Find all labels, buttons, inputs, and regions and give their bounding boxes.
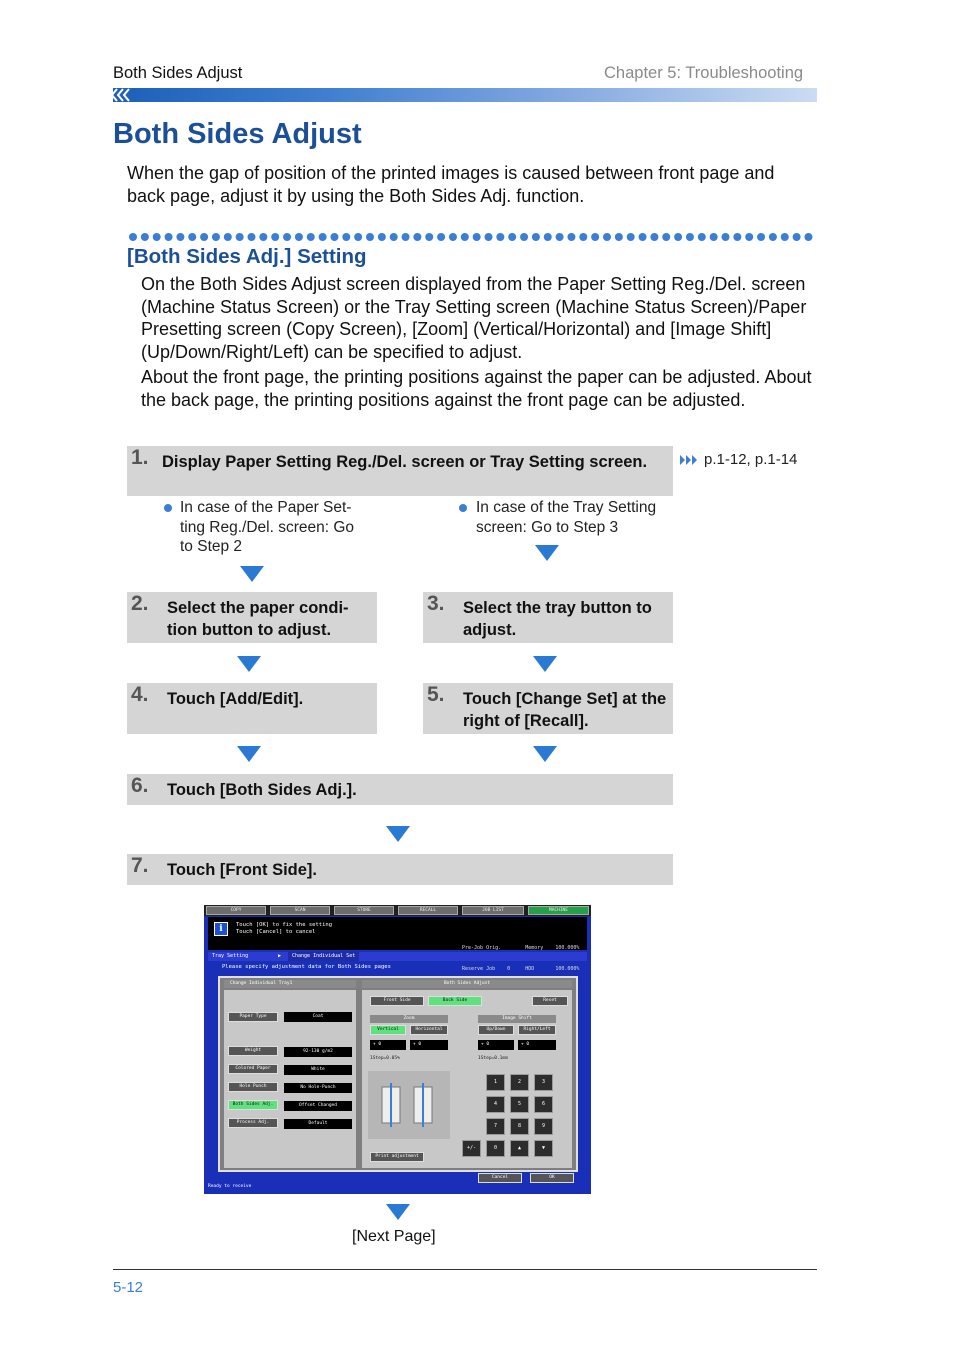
horizontal-button[interactable]: Horizontal (410, 1025, 448, 1035)
step-4 (127, 683, 377, 734)
step-text: Touch [Add/Edit]. (167, 690, 304, 708)
divider-dot (319, 233, 327, 241)
divider-dot (165, 233, 173, 241)
divider-dot (425, 233, 433, 241)
down-arrow-icon (386, 1204, 410, 1220)
step-text: Select the tray button to adjust. (463, 599, 652, 639)
left-panel (224, 990, 356, 1168)
cancel-button[interactable]: Cancel (478, 1173, 522, 1183)
divider-dot (662, 233, 670, 241)
right-panel-header: Both Sides Adjust (362, 980, 572, 988)
vertical-value: + 0 (370, 1040, 406, 1050)
dotted-divider (128, 231, 818, 243)
chevron-icon (110, 86, 136, 104)
status-line: Reserve Job 0 HDD 100.000% (462, 966, 580, 972)
key-0[interactable]: 0 (486, 1140, 505, 1157)
divider-dot (153, 233, 161, 241)
step-3 (423, 592, 673, 643)
horizontal-value: + 0 (410, 1040, 448, 1050)
zoom-step: 1Step=0.05% (370, 1054, 448, 1064)
tab-store[interactable]: STORE (334, 906, 394, 915)
step-text: Touch [Both Sides Adj.]. (167, 781, 357, 799)
down-arrow-icon (237, 656, 261, 672)
step-number: 7. (131, 854, 149, 877)
process-adj-value: Default (284, 1119, 352, 1129)
divider-dot (188, 233, 196, 241)
divider-dot (556, 233, 564, 241)
bullet-icon (459, 504, 467, 512)
key-8[interactable]: 8 (510, 1118, 529, 1135)
divider-dot (579, 233, 587, 241)
page-preview-icon (368, 1071, 450, 1139)
right-panel (362, 990, 572, 1168)
hole-punch-button[interactable]: Hole Punch (228, 1082, 278, 1092)
page-title: Both Sides Adjust (113, 118, 362, 150)
updown-value: + 0 (478, 1040, 514, 1050)
divider-dot (283, 233, 291, 241)
step-number: 4. (131, 683, 149, 706)
divider-dot (236, 233, 244, 241)
screen-panel (218, 976, 578, 1172)
shift-step: 1Step=0.1mm (478, 1054, 556, 1064)
tab-recall[interactable]: RECALL (398, 906, 458, 915)
paper-type-button[interactable]: Paper Type (228, 1012, 278, 1022)
page-reference-text: p.1-12, p.1-14 (704, 451, 798, 468)
tab-machine[interactable]: MACHINE (528, 906, 589, 915)
hole-punch-value: No Hole-Punch (284, 1083, 352, 1093)
down-arrow-icon (237, 746, 261, 762)
divider-dot (781, 233, 789, 241)
divider-dot (390, 233, 398, 241)
divider-dot (200, 233, 208, 241)
divider-dot (378, 233, 386, 241)
key-up[interactable]: ▲ (510, 1140, 529, 1157)
zoom-label: Zoom (370, 1015, 448, 1023)
divider-dot (567, 233, 575, 241)
screen-status-footer: Ready to receive (208, 1184, 252, 1189)
divider-dot (342, 233, 350, 241)
divider-dot (591, 233, 599, 241)
front-side-button[interactable]: Front Side (370, 996, 424, 1006)
intro-paragraph: When the gap of position of the printed images is caused between front page and back page, adjust it by using the Both Sides Adj. function. (127, 163, 775, 206)
step-text: Touch [Front Side]. (167, 861, 318, 879)
divider-dot (508, 233, 516, 241)
down-arrow-icon (533, 746, 557, 762)
divider-dot (461, 233, 469, 241)
tab-copy[interactable]: COPY (206, 906, 266, 915)
ok-button[interactable]: OK (530, 1173, 574, 1183)
next-page-label: [Next Page] (352, 1228, 436, 1245)
divider-dot (271, 233, 279, 241)
key-7[interactable]: 7 (486, 1118, 505, 1135)
key-6[interactable]: 6 (534, 1096, 553, 1113)
paper-type-value: Coat (284, 1012, 352, 1022)
key-1[interactable]: 1 (486, 1074, 505, 1091)
divider-dot (295, 233, 303, 241)
message-line: Touch [Cancel] to cancel (236, 929, 316, 935)
divider-dot (650, 233, 658, 241)
key-3[interactable]: 3 (534, 1074, 553, 1091)
status-line: Pre-Job Orig. Memory 100.000% (462, 945, 580, 951)
key-4[interactable]: 4 (486, 1096, 505, 1113)
weight-value: 92-130 g/m2 (284, 1047, 352, 1057)
down-arrow-icon (386, 826, 410, 842)
step-number: 6. (131, 774, 149, 797)
running-header-title: Both Sides Adjust (113, 64, 243, 82)
step-1 (127, 446, 673, 496)
divider-dot (757, 233, 765, 241)
down-arrow-icon (535, 545, 559, 561)
divider-dot (176, 233, 184, 241)
section-paragraph-1: On the Both Sides Adjust screen displayed from the Paper Setting Reg./Del. screen (Machine Status Screen) or the Tray Setting screen (Machine Status Screen)/Paper Presetting screen (Copy Screen), [Zoom] (Vertical/Horizontal) and [Image Shift] (Up/Down/Right/Left) can be specified to adjust. (141, 274, 807, 362)
footer-rule (113, 1269, 817, 1270)
machine-screen-screenshot (204, 905, 591, 1194)
divider-dot (733, 233, 741, 241)
divider-dot (437, 233, 445, 241)
divider-dot (496, 233, 504, 241)
process-adj-button[interactable]: Process Adj. (228, 1118, 278, 1128)
divider-dot (698, 233, 706, 241)
step-6 (127, 774, 673, 805)
step-number: 3. (427, 592, 445, 615)
reset-button[interactable]: Reset (532, 996, 568, 1006)
crumb-separator-icon: ▶ (278, 953, 282, 959)
divider-dot (532, 233, 540, 241)
divider-dot (473, 233, 481, 241)
page-reference[interactable] (680, 451, 797, 468)
divider-dot (674, 233, 682, 241)
divider-dot (366, 233, 374, 241)
key-plus-minus[interactable]: +/- (462, 1140, 481, 1157)
divider-dot (745, 233, 753, 241)
divider-dot (793, 233, 801, 241)
step-2 (127, 592, 377, 643)
down-arrow-icon (240, 566, 264, 582)
divider-dot (259, 233, 267, 241)
print-adjustment-button[interactable]: Print adjustment (370, 1152, 424, 1162)
right-left-button[interactable]: Right/Left (518, 1025, 556, 1035)
message-line: Touch [OK] to fix the setting (236, 922, 333, 928)
divider-dot (603, 233, 611, 241)
divider-dot (686, 233, 694, 241)
step-number: 1. (131, 446, 149, 469)
divider-dot (769, 233, 777, 241)
bullet-icon (164, 504, 172, 512)
divider-dot (413, 233, 421, 241)
step-5 (423, 683, 673, 734)
bullet-right: In case of the Tray Setting screen: Go to Step 3 (476, 499, 657, 536)
double-arrow-icon (680, 455, 698, 465)
divider-dot (804, 233, 812, 241)
colored-paper-button[interactable]: Colored Paper (228, 1064, 278, 1074)
rightleft-value: + 0 (518, 1040, 556, 1050)
crumb-change-individual[interactable]: Change Individual Set (288, 952, 359, 961)
divider-dot (129, 233, 137, 241)
tab-scan[interactable]: SCAN (270, 906, 330, 915)
step-7 (127, 854, 673, 885)
divider-dot (710, 233, 718, 241)
both-sides-adj-button[interactable]: Both Sides Adj. (228, 1100, 278, 1110)
weight-button[interactable]: Weight (228, 1046, 278, 1056)
vertical-button[interactable]: Vertical (370, 1025, 406, 1035)
divider-dot (639, 233, 647, 241)
back-side-button[interactable]: Back Side (428, 996, 482, 1006)
divider-dot (627, 233, 635, 241)
screen-tab-bar (204, 905, 591, 916)
key-9[interactable]: 9 (534, 1118, 553, 1135)
bullet-left: In case of the Paper Set- ting Reg./Del. screen: Go to Step 2 (180, 499, 355, 555)
running-header-chapter: Chapter 5: Troubleshooting (604, 64, 804, 82)
info-icon: i (214, 922, 228, 936)
page-number: 5-12 (113, 1279, 144, 1296)
step-text: Select the paper condi- tion button to adjust. (167, 599, 349, 639)
left-panel-header: Change Individual Tray1 (224, 980, 356, 988)
step-text: Display Paper Setting Reg./Del. screen or Tray Setting screen. (162, 453, 648, 471)
both-sides-adj-value: Offset Changed (284, 1101, 352, 1111)
screen-message (236, 922, 332, 936)
step-text: Touch [Change Set] at the right of [Recall]. (463, 690, 667, 730)
step-number: 5. (427, 683, 445, 706)
divider-dot (722, 233, 730, 241)
header-bar (113, 88, 817, 102)
key-2[interactable]: 2 (510, 1074, 529, 1091)
divider-dot (224, 233, 232, 241)
divider-dot (402, 233, 410, 241)
divider-dot (449, 233, 457, 241)
divider-dot (307, 233, 315, 241)
down-arrow-icon (533, 656, 557, 672)
divider-dot (520, 233, 528, 241)
image-shift-label: Image Shift (478, 1015, 556, 1023)
divider-dot (212, 233, 220, 241)
section-title: [Both Sides Adj.] Setting (127, 245, 367, 268)
divider-dot (544, 233, 552, 241)
up-down-button[interactable]: Up/Down (478, 1025, 514, 1035)
crumb-tray-setting[interactable]: Tray Setting (212, 953, 249, 959)
key-down[interactable]: ▼ (534, 1140, 553, 1157)
step-number: 2. (131, 592, 149, 615)
key-5[interactable]: 5 (510, 1096, 529, 1113)
section-paragraph-2: About the front page, the printing positions against the paper can be adjusted. About the back page, the printing positions against the front page can be adjusted. (141, 367, 812, 410)
colored-paper-value: White (284, 1065, 352, 1075)
divider-dot (354, 233, 362, 241)
divider-dot (141, 233, 149, 241)
screen-breadcrumb (208, 952, 587, 961)
divider-dot (248, 233, 256, 241)
tab-job-list[interactable]: JOB LIST (462, 906, 524, 915)
screen-prompt: Please specify adjustment data for Both Sides pages (222, 964, 391, 970)
divider-dot (615, 233, 623, 241)
divider-dot (330, 233, 338, 241)
divider-dot (485, 233, 493, 241)
